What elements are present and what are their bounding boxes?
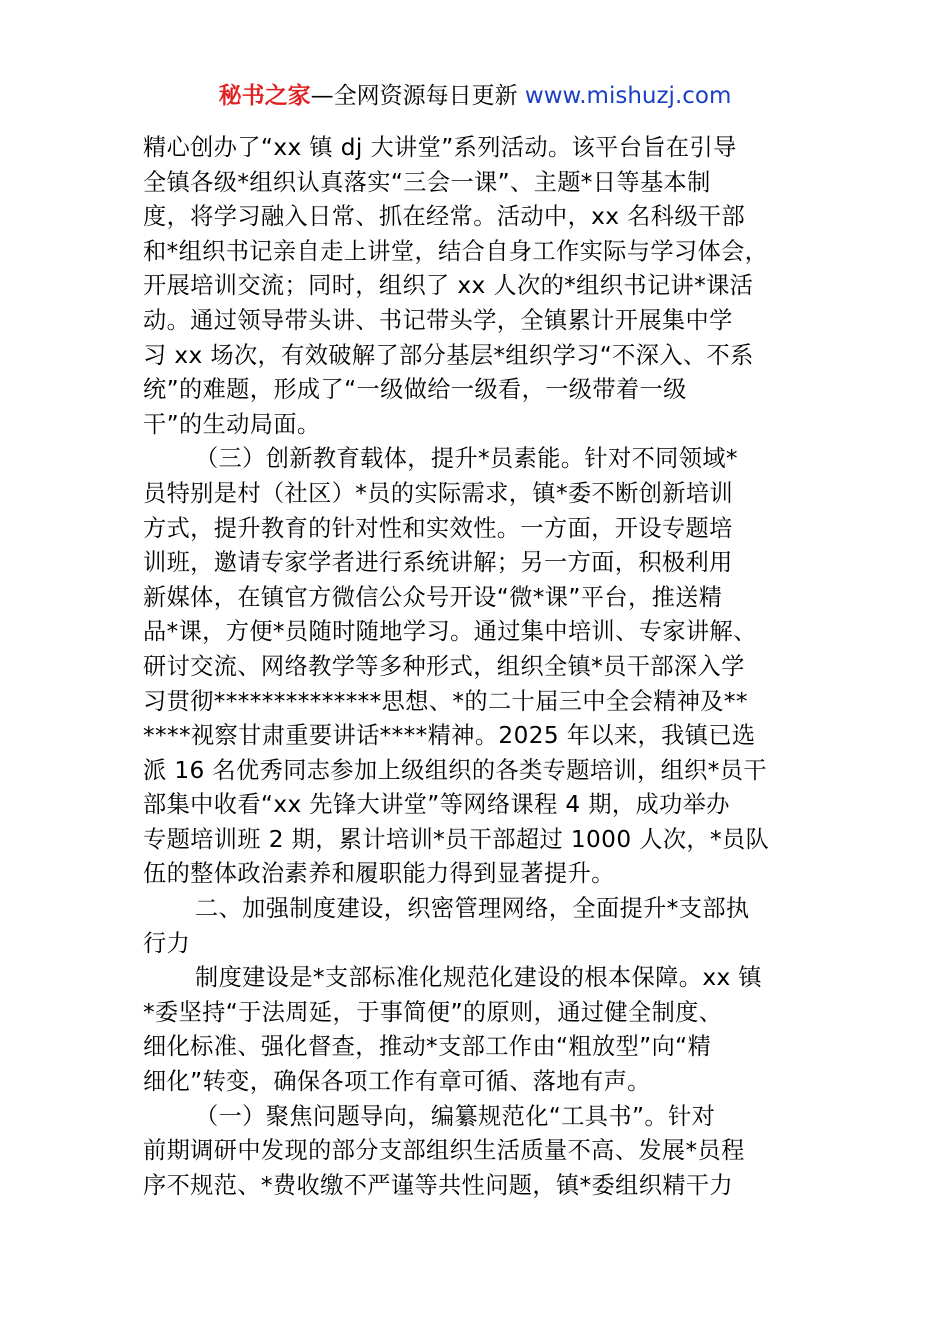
text-line: 行力	[143, 929, 191, 957]
text-line: 方式，提升教育的针对性和实效性。一方面，开设专题培	[143, 514, 733, 542]
text-line: 细化”转变，确保各项工作有章可循、落地有声。	[143, 1068, 651, 1096]
section-heading-line: （三）创新教育载体，提升*员素能。针对不同领域*	[195, 445, 738, 473]
text-line: 和*组织书记亲自走上讲堂，结合自身工作实际与学习体会，	[143, 237, 769, 265]
text-line: 动。通过领导带头讲、书记带头学，全镇累计开展集中学	[143, 306, 733, 334]
text-line: 部集中收看“xx 先锋大讲堂”等网络课程 4 期，成功举办	[143, 791, 730, 819]
text-line: 度，将学习融入日常、抓在经常。活动中，xx 名科级干部	[143, 203, 746, 231]
text-line: 习 xx 场次，有效破解了部分基层*组织学习“不深入、不系	[143, 341, 754, 369]
text-line: 开展培训交流；同时，组织了 xx 人次的*组织书记讲*课活	[143, 272, 754, 300]
text-line: 研讨交流、网络教学等多种形式，组织全镇*员干部深入学	[143, 652, 745, 680]
section-heading-line: 二、加强制度建设，织密管理网络，全面提升*支部执	[195, 895, 750, 923]
section-heading-line: （一）聚焦问题导向，编纂规范化“工具书”。针对	[195, 1102, 716, 1130]
text-line: 新媒体，在镇官方微信公众号开设“微*课”平台，推送精	[143, 583, 723, 611]
text-line: 员特别是村（社区）*员的实际需求，镇*委不断创新培训	[143, 479, 734, 507]
text-line: 序不规范、*费收缴不严谨等共性问题，镇*委组织精干力	[143, 1171, 734, 1199]
text-line: *委坚持“于法周延，于事简便”的原则，通过健全制度、	[143, 998, 723, 1026]
text-line: 专题培训班 2 期，累计培训*员干部超过 1000 人次，*员队	[143, 825, 770, 853]
text-line: 伍的整体政治素养和履职能力得到显著提升。	[143, 860, 615, 888]
text-line: 品*课，方便*员随时随地学习。通过集中培训、专家讲解、	[143, 618, 757, 646]
text-line: ****视察甘肃重要讲话****精神。2025 年以来，我镇已选	[143, 722, 756, 750]
text-line: 派 16 名优秀同志参加上级组织的各类专题培训，组织*员干	[143, 756, 767, 784]
text-line: 统”的难题，形成了“一级做给一级看，一级带着一级	[143, 376, 687, 404]
text-line: 干”的生动局面。	[143, 410, 321, 438]
document-body	[143, 131, 833, 1203]
text-line: 前期调研中发现的部分支部组织生活质量不高、发展*员程	[143, 1137, 745, 1165]
text-line: 全镇各级*组织认真落实“三会一课”、主题*日等基本制	[143, 168, 711, 196]
text-line: 细化标准、强化督查，推动*支部工作由“粗放型”向“精	[143, 1033, 712, 1061]
paragraph-first-line: 制度建设是*支部标准化规范化建设的根本保障。xx 镇	[195, 964, 762, 992]
site-tagline: —全网资源每日更新	[310, 83, 525, 109]
site-brand: 秘书之家	[218, 83, 311, 109]
site-header	[0, 80, 950, 112]
text-line: 训班，邀请专家学者进行系统讲解；另一方面，积极利用	[143, 549, 733, 577]
text-line: 习贯彻**************思想、*的二十届三中全会精神及**	[143, 687, 748, 715]
text-line: 精心创办了“xx 镇 dj 大讲堂”系列活动。该平台旨在引导	[143, 134, 737, 161]
site-url-link[interactable]: www.mishuzj.com	[524, 83, 732, 109]
